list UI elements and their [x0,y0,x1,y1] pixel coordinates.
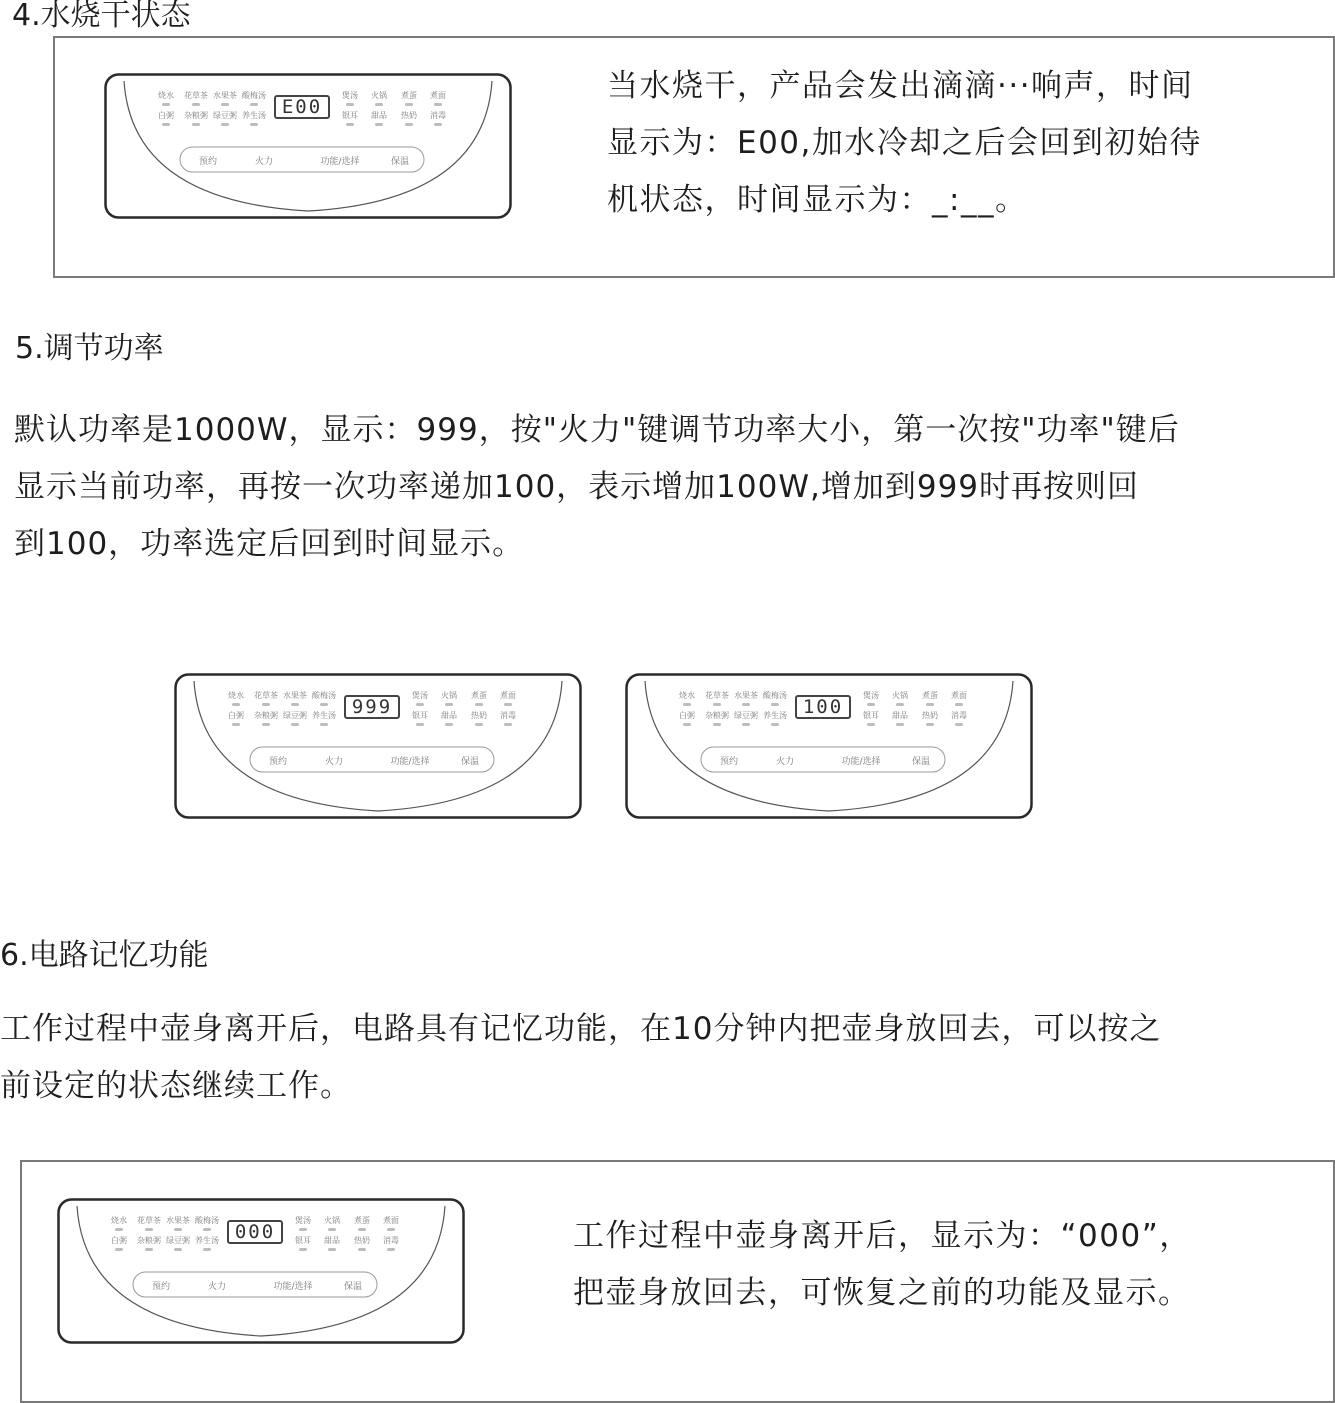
section6-heading: 6.电路记忆功能 [0,938,209,973]
panel-label-16: 消毒 [383,1236,399,1245]
panel-label-13: 银耳 [342,111,358,120]
panel-button-4: 保温 [390,157,410,167]
panel-label-12: 养生汤 [312,711,336,720]
section5-line-3: 到100，功率选定后回到时间显示。 [14,526,525,562]
section4-line-2: 显示为：E00,加水冷却之后会回到初始待 [607,125,1202,161]
panel-label-11: 绿豆粥 [283,711,307,720]
control-panel-999 [174,673,582,819]
section5-line-2: 显示当前功率，再按一次功率递加100，表示增加100W,增加到999时再按则回 [14,469,1140,505]
panel-label-6: 火锅 [892,691,908,700]
panel-button-2: 火力 [775,757,795,767]
section6-frame-line-1: 工作过程中壶身离开后，显示为：“000”， [573,1218,1192,1254]
panel-label-14: 甜品 [324,1236,340,1245]
panel-label-6: 火锅 [324,1216,340,1225]
panel-label-12: 养生汤 [195,1236,219,1245]
lcd-display [795,695,851,719]
panel-label-3: 水果茶 [734,691,758,700]
panel-label-13: 银耳 [412,711,428,720]
panel-label-14: 甜品 [892,711,908,720]
panel-label-2: 花草茶 [184,91,208,100]
panel-label-7: 煮蛋 [354,1216,370,1225]
section4-line-1: 当水烧干，产品会发出滴滴···响声，时间 [607,68,1194,104]
panel-label-15: 热奶 [471,711,487,720]
panel-button-1: 预约 [151,1282,171,1292]
section4-description [607,58,1202,229]
panel-button-3: 功能/选择 [841,757,881,767]
panel-label-3: 水果茶 [283,691,307,700]
panel-label-16: 消毒 [430,111,446,120]
panel-label-10: 杂粮粥 [184,111,208,120]
panel-label-8: 煮面 [383,1216,399,1225]
panel-label-1: 烧水 [228,691,244,700]
panel-label-4: 酸梅汤 [195,1216,219,1225]
panel-label-5: 煲汤 [412,691,428,700]
panel-label-1: 烧水 [679,691,695,700]
panel-button-3: 功能/选择 [273,1282,313,1292]
panel-button-2: 火力 [324,757,344,767]
panel-label-10: 杂粮粥 [705,711,729,720]
panel-label-8: 煮面 [500,691,516,700]
panel-label-15: 热奶 [922,711,938,720]
panel-label-9: 白粥 [111,1236,127,1245]
panel-button-4: 保温 [911,757,931,767]
panel-label-15: 热奶 [354,1236,370,1245]
section6-line-2: 前设定的状态继续工作。 [0,1068,352,1104]
panel-label-3: 水果茶 [213,91,237,100]
panel-label-11: 绿豆粥 [166,1236,190,1245]
section5-paragraph [14,402,1180,573]
panel-label-7: 煮蛋 [922,691,938,700]
section6-frame-line-2: 把壶身放回去，可恢复之前的功能及显示。 [573,1275,1191,1311]
panel-label-16: 消毒 [500,711,516,720]
panel-label-3: 水果茶 [166,1216,190,1225]
section6-paragraph [0,1001,1161,1115]
panel-label-16: 消毒 [951,711,967,720]
lcd-display [344,695,400,719]
panel-label-15: 热奶 [401,111,417,120]
section4-heading: 4.水烧干状态 [12,0,191,33]
panel-label-9: 白粥 [158,111,174,120]
panel-label-2: 花草茶 [137,1216,161,1225]
section6-line-1: 工作过程中壶身离开后，电路具有记忆功能，在10分钟内把壶身放回去，可以按之 [0,1011,1162,1047]
panel-button-2: 火力 [207,1282,227,1292]
panel-button-3: 功能/选择 [320,157,360,167]
panel-label-10: 杂粮粥 [137,1236,161,1245]
panel-label-7: 煮蛋 [401,91,417,100]
panel-label-14: 甜品 [371,111,387,120]
lcd-display-value: E00 [281,96,323,118]
section5-heading: 5.调节功率 [15,331,164,366]
section5-line-1: 默认功率是1000W，显示：999，按"火力"键调节功率大小，第一次按"功率"键后 [14,412,1180,448]
panel-button-1: 预约 [268,757,288,767]
panel-label-6: 火锅 [371,91,387,100]
panel-label-1: 烧水 [158,91,174,100]
lcd-display-value: 100 [802,696,844,718]
panel-label-2: 花草茶 [254,691,278,700]
panel-button-4: 保温 [343,1282,363,1292]
panel-label-10: 杂粮粥 [254,711,278,720]
panel-label-13: 银耳 [863,711,879,720]
panel-label-11: 绿豆粥 [213,111,237,120]
panel-label-12: 养生汤 [763,711,787,720]
panel-button-1: 预约 [198,157,218,167]
panel-label-8: 煮面 [430,91,446,100]
panel-label-7: 煮蛋 [471,691,487,700]
panel-label-5: 煲汤 [863,691,879,700]
lcd-display-value: 000 [234,1221,276,1243]
panel-label-6: 火锅 [441,691,457,700]
panel-label-4: 酸梅汤 [242,91,266,100]
lcd-display-value: 999 [351,696,393,718]
panel-button-2: 火力 [254,157,274,167]
panel-label-4: 酸梅汤 [312,691,336,700]
panel-label-13: 银耳 [295,1236,311,1245]
panel-label-1: 烧水 [111,1216,127,1225]
panel-label-2: 花草茶 [705,691,729,700]
panel-button-3: 功能/选择 [390,757,430,767]
panel-label-9: 白粥 [679,711,695,720]
panel-label-8: 煮面 [951,691,967,700]
panel-label-11: 绿豆粥 [734,711,758,720]
control-panel-e00 [104,73,512,219]
section4-line-3: 机状态，时间显示为：_:__。 [607,182,1028,218]
panel-label-5: 煲汤 [295,1216,311,1225]
panel-label-5: 煲汤 [342,91,358,100]
control-panel-100 [625,673,1033,819]
control-panel-000 [57,1198,465,1344]
panel-label-12: 养生汤 [242,111,266,120]
panel-button-1: 预约 [719,757,739,767]
panel-label-4: 酸梅汤 [763,691,787,700]
lcd-display [274,95,330,119]
lcd-display [227,1220,283,1244]
panel-label-9: 白粥 [228,711,244,720]
panel-label-14: 甜品 [441,711,457,720]
panel-button-4: 保温 [460,757,480,767]
section6-description [573,1208,1192,1322]
